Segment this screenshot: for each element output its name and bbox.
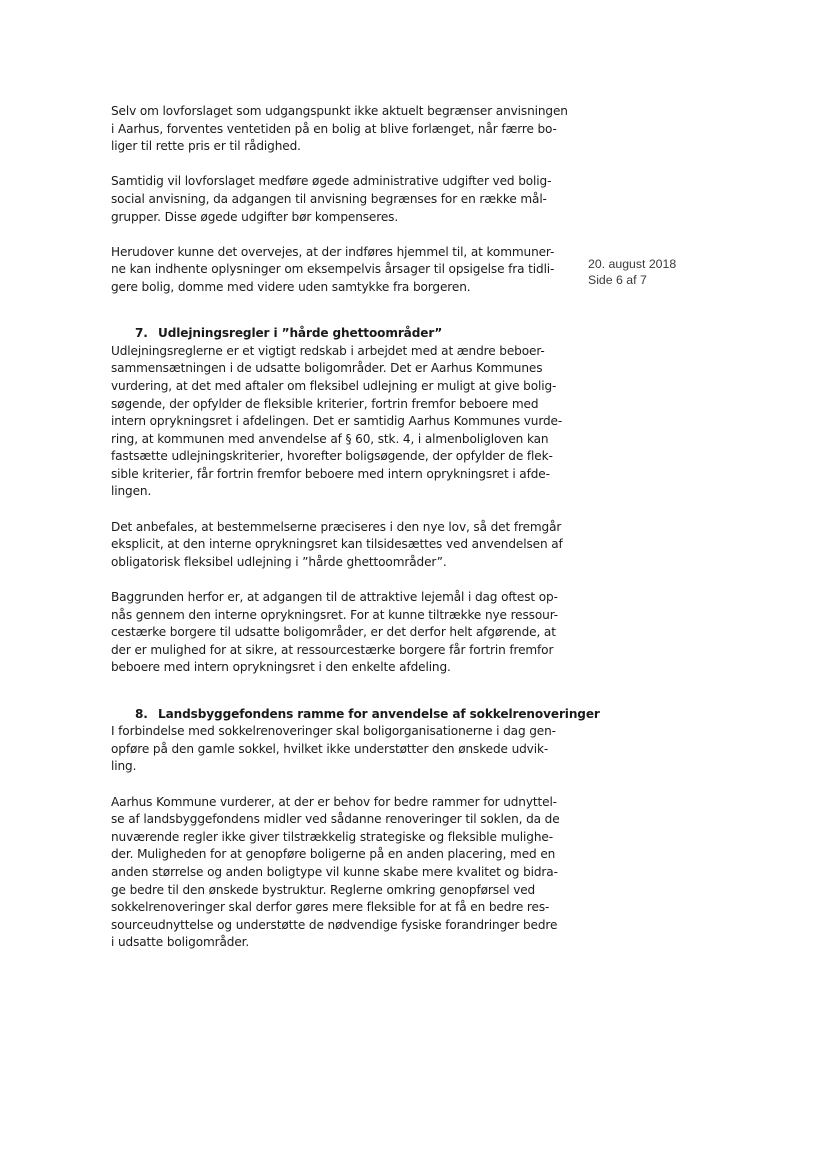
text-line: intern oprykningsret i afdelingen. Det er samtidig Aarhus Kommunes vurde- [111, 414, 563, 429]
text-line: i Aarhus, forventes ventetiden på en bolig at blive forlænget, når færre bo- [111, 121, 557, 136]
text-line: i udsatte boligområder. [111, 935, 250, 950]
text-line: fastsætte udlejningskriterier, hvorefter boligsøgende, der opfylder de flek- [111, 449, 553, 464]
text-line: eksplicit, at den interne oprykningsret kan tilsidesættes ved anvendelsen af [111, 537, 563, 552]
text-line: nås gennem den interne oprykningsret. For at kunne tiltrække nye ressour- [111, 607, 559, 622]
section-number: 8. [135, 706, 148, 721]
text-line: sammensætningen i de udsatte boligområder. Det er Aarhus Kommunes [111, 361, 543, 376]
paragraph-8 [111, 794, 563, 952]
paragraph-6 [111, 589, 563, 677]
text-line: grupper. Disse øgede udgifter bør kompenseres. [111, 209, 399, 224]
text-line: sourceudnyttelse og understøtte de nødvendige fysiske forandringer bedre [111, 917, 558, 932]
section-title: Udlejningsregler i ”hårde ghettoområder” [158, 326, 443, 341]
text-line: se af landsbyggefondens midler ved sådanne renoveringer til soklen, da de [111, 812, 560, 827]
text-line: Aarhus Kommune vurderer, at der er behov for bedre rammer for udnyttel- [111, 794, 557, 809]
text-line: Baggrunden herfor er, at adgangen til de attraktive lejemål i dag oftest op- [111, 590, 558, 605]
section-title: Landsbyggefondens ramme for anvendelse af sokkelrenoveringer [158, 706, 600, 721]
paragraph-3 [111, 244, 563, 297]
text-line: Det anbefales, at bestemmelserne præciseres i den nye lov, så det fremgår [111, 519, 562, 534]
text-line: I forbindelse med sokkelrenoveringer skal boligorganisationerne i dag gen- [111, 724, 556, 739]
text-line: anden størrelse og anden boligtype vil kunne skabe mere kvalitet og bidra- [111, 864, 558, 879]
page-number: Side 6 af 7 [588, 272, 647, 287]
paragraph-7 [111, 723, 563, 776]
text-line: Samtidig vil lovforslaget medføre øgede administrative udgifter ved bolig- [111, 174, 552, 189]
text-line: sokkelrenoveringer skal derfor gøres mere fleksible for at få en bedre res- [111, 900, 550, 915]
text-line: der. Muligheden for at genopføre boligerne på en anden placering, med en [111, 847, 556, 862]
text-line: cestærke borgere til udsatte boligområder, er det derfor helt afgørende, at [111, 625, 556, 640]
text-line: sible kriterier, får fortrin fremfor beboere med intern oprykningsret i afde- [111, 466, 550, 481]
text-line: ling. [111, 759, 137, 774]
paragraph-1 [111, 103, 568, 156]
section-number: 7. [135, 326, 148, 341]
body-text [111, 103, 600, 952]
text-line: søgende, der opfylder de fleksible kriterier, fortrin fremfor beboere med [111, 396, 539, 411]
text-line: lingen. [111, 484, 152, 499]
section-heading-8 [111, 706, 600, 724]
text-line: Herudover kunne det overvejes, at der indføres hjemmel til, at kommuner- [111, 244, 555, 259]
text-line: opføre på den gamle sokkel, hvilket ikke understøtter den ønskede udvik- [111, 741, 549, 756]
text-line: obligatorisk fleksibel udlejning i ”hårde ghettoområder”. [111, 554, 447, 569]
text-line: Selv om lovforslaget som udgangspunkt ikke aktuelt begrænser anvisningen [111, 104, 568, 118]
paragraph-4 [111, 343, 563, 501]
text-line: Udlejningsreglerne er et vigtigt redskab i arbejdet med at ændre beboer- [111, 343, 545, 358]
text-line: liger til rette pris er til rådighed. [111, 139, 301, 154]
document-date: 20. august 2018 [588, 257, 677, 271]
text-line: gere bolig, domme med videre uden samtykke fra borgeren. [111, 279, 471, 294]
page-sidebar [588, 257, 676, 288]
text-line: der er mulighed for at sikre, at ressourcestærke borgere får fortrin fremfor [111, 642, 554, 657]
text-line: ring, at kommunen med anvendelse af § 60, stk. 4, i almenboligloven kan [111, 431, 549, 446]
text-line: ne kan indhente oplysninger om eksempelvis årsager til opsigelse fra tidli- [111, 262, 555, 277]
text-line: beboere med intern oprykningsret i den enkelte afdeling. [111, 660, 451, 675]
text-line: social anvisning, da adgangen til anvisning begrænses for en række mål- [111, 191, 547, 206]
text-line: ge bedre til den ønskede bystruktur. Reglerne omkring genopførsel ved [111, 882, 536, 897]
text-line: vurdering, at det med aftaler om fleksibel udlejning er muligt at give bolig- [111, 378, 557, 393]
paragraph-5 [111, 519, 563, 572]
paragraph-2 [111, 173, 563, 226]
section-heading-7 [111, 325, 563, 343]
text-line: nuværende regler ikke giver tilstrækkelig strategiske og fleksible mulighe- [111, 829, 553, 844]
